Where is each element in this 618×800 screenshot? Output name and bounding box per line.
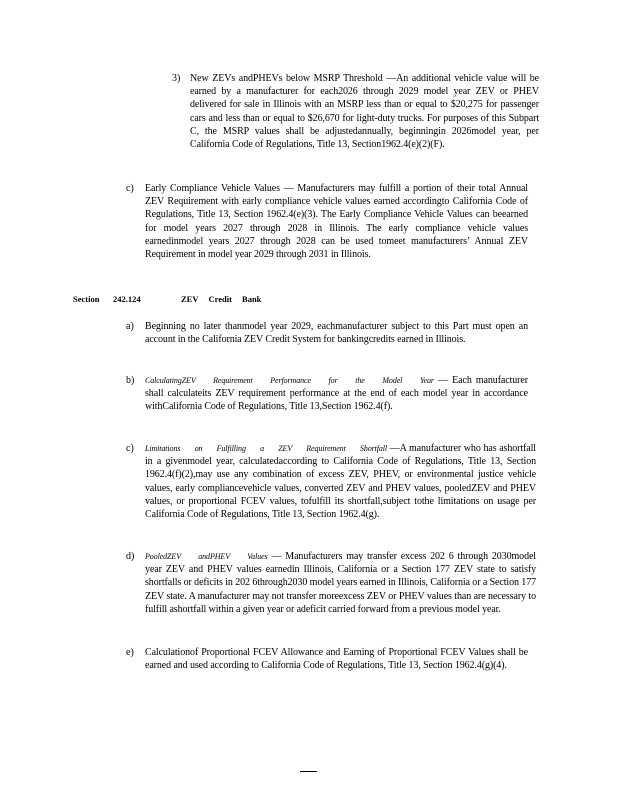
- item-c-early-text: Early Compliance Vehicle Values — Manufacturers may fulfill a portion of their total Annual ZEV Requirement with early compliance vehicle values earned accordingto California Code of Regulations, Title 13, Section 1962.4(e)(3). The Early Compliance Vehicle Values can beearned for model years 2027 through 2028 in Illinois. The early compliance vehicle values earnedinmodel years 2027 through 2028 can be used tomeet manufacturers’ Annual ZEV Requirement in model year 2029 through 2031 in Illinois.: [145, 183, 528, 261]
- item-c-limits-marker: c): [126, 443, 134, 454]
- item-d-marker: d): [126, 551, 135, 562]
- item-c-limits-heading: Limitations on Fulfilling a ZEV Requirement Shortfall: [145, 444, 388, 453]
- item-a-text: Beginning no later thanmodel year 2029, eachmanufacturer subject to this Part must open an account in the California ZEV Credit System for bankingcredits earned in Illinois.: [145, 321, 528, 346]
- section-title: ZEV Credit Bank: [181, 294, 262, 304]
- footer-rule: [300, 771, 317, 772]
- item-c-early-marker: c): [126, 183, 134, 194]
- item-b-heading: CalculatingZEV Requirement Performance for the Model Year: [145, 376, 434, 385]
- item-c-limits-text: —A manufacturer who has ashortfall in a givenmodel year, calculatedaccording to California Code of Regulations, Title 13, Section 1962.4(f)(2),may use any combination of excess ZEV, PHEV, or environmental justice vehicle values, early compliancevehicle values, converted ZEV and PHEV values, pooledZEV and PHEV values, or proportional FCEV values, tofulfill its shortfall,subject tothe limitations on usage per California Code of Regulations, Title 13, Section 1962.4(g).: [145, 443, 536, 521]
- item-b-text: — Each manufacturer shall calculateits ZEV requirement performance at the end of each model year in accordance withCalifornia Code of Regulations, Title 13,Section 1962.4(f).: [145, 375, 528, 413]
- item-b-body: [145, 374, 528, 414]
- section-number: 242.124: [113, 294, 141, 304]
- item-a-marker: a): [126, 321, 134, 332]
- item-c-limits-body: [145, 442, 536, 521]
- item-d-body: [145, 550, 536, 616]
- section-label: Section: [73, 294, 100, 304]
- item-d-heading: PooledZEV andPHEV Values: [145, 552, 268, 561]
- item-3-marker: 3): [172, 73, 181, 84]
- item-3-text: New ZEVs andPHEVs below MSRP Threshold —An additional vehicle value will be earned by a manufacturer for each2026 through 2029 model year ZEV or PHEV delivered for sale in Illinois with an MSRP less than or equal to $20,275 for passenger cars and less than or equal to $26,670 for light-duty trucks. For purposes of this Subpart C, the MSRP values shall be adjustedannually, beginningin 2026model year, per California Code of Regulations, Title 13, Section1962.4(e)(2)(F).: [190, 73, 539, 151]
- item-b-marker: b): [126, 375, 135, 386]
- item-e-text: Calculationof Proportional FCEV Allowance and Earning of Proportional FCEV Values shall be earned and used according to California Code of Regulations, Title 13, Section 1962.4(g)(4).: [145, 647, 528, 672]
- item-d-text: — Manufacturers may transfer excess 202 6 through 2030model year ZEV and PHEV values earnedin Illinois, California or a Section 177 ZEV state to satisfy shortfalls or deficits in 202 6through2030 model years earned in Illinois, California or a Section 177 ZEV state. A manufacturer may not transfer moreexcess ZEV or PHEV values than are necessary to fulfill ashortfall within a given year or adeficit carried forward from a previous model year.: [145, 551, 536, 615]
- item-e-marker: e): [126, 647, 134, 658]
